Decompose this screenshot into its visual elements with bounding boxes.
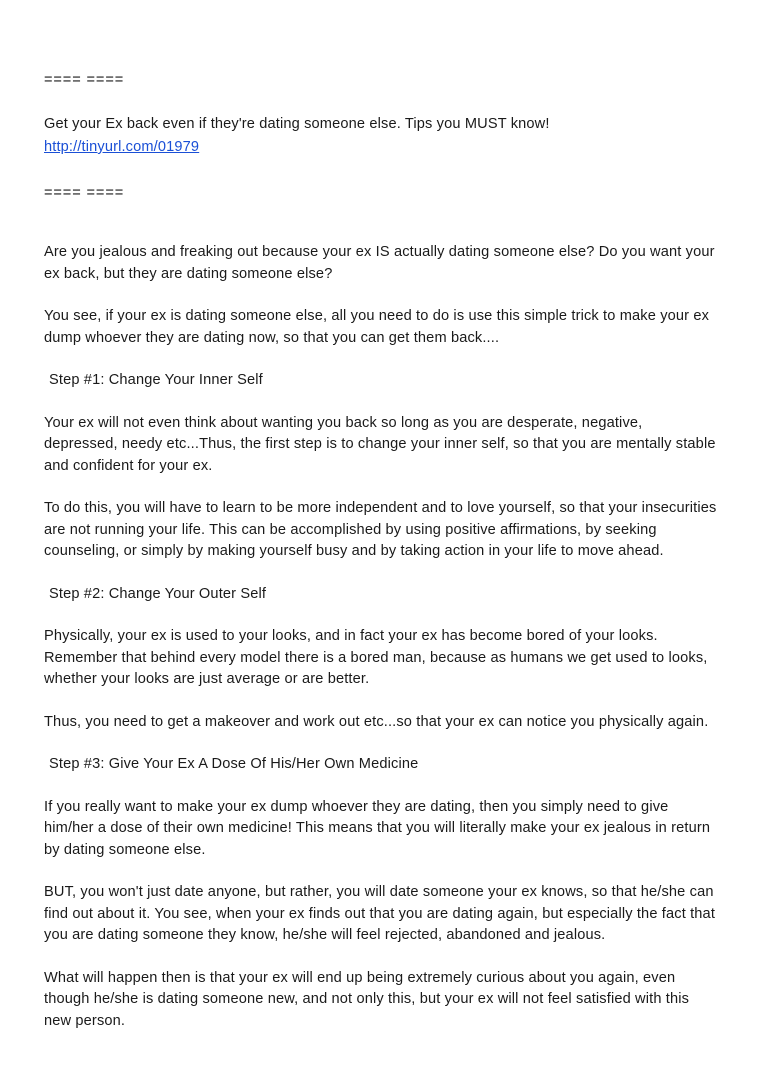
- section-3-paragraph-2: BUT, you won't just date anyone, but rather, you will date someone your ex knows, so that he/she can find out about it. You see, when your ex finds out that you are dating again, but especially the fact that you are dating someone they know, he/she will feel rejected, abandoned and jealous.: [44, 884, 716, 943]
- section-3-paragraph-3: What will happen then is that your ex will end up being extremely curious about you again, even though he/she is dating someone new, and not only this, but your ex will not feel satisfied with this new person.: [44, 969, 690, 1029]
- tinyurl-link[interactable]: http://tinyurl.com/01979: [44, 139, 200, 155]
- promo-link-line: [44, 137, 720, 159]
- section-1-paragraph-1: Your ex will not even think about wanting you back so long as you are desperate, negative, depressed, needy etc...Thus, the first step is to change your inner self, so that you are mentally stable and confident for your ex.: [44, 414, 716, 474]
- section-1-paragraph-2: To do this, you will have to learn to be more independent and to love yourself, so that your insecurities are not running your life. This can be accomplished by using positive affirmations, by seeking counseling, or simply by making yourself busy and by taking action in your life to move ahead.: [44, 500, 717, 559]
- section-heading-step-1: Step #1: Change Your Inner Self: [49, 372, 263, 388]
- section-heading-step-3: Step #3: Give Your Ex A Dose Of His/Her Own Medicine: [49, 756, 419, 772]
- intro-paragraph-1: Are you jealous and freaking out because your ex IS actually dating someone else? Do you want your ex back, but they are dating someone else?: [44, 244, 715, 282]
- separator-top: ==== ====: [44, 72, 125, 88]
- section-2-paragraph-1: Physically, your ex is used to your looks, and in fact your ex has become bored of your looks. Remember that behind every model there is a bored man, because as humans we get used to looks, whether your looks are just average or are better.: [44, 628, 708, 687]
- section-3-paragraph-1: If you really want to make your ex dump whoever they are dating, then you simply need to give him/her a dose of their own medicine! This means that you will literally make your ex jealous in return by dating someone else.: [44, 798, 711, 858]
- promo-text: Get your Ex back even if they're dating someone else. Tips you MUST know!: [44, 115, 550, 132]
- section-2-paragraph-2: Thus, you need to get a makeover and work out etc...so that your ex can notice you physically again.: [44, 713, 709, 730]
- separator-bottom: ==== ====: [44, 184, 125, 201]
- intro-paragraph-2: You see, if your ex is dating someone else, all you need to do is use this simple trick to make your ex dump whoever they are dating now, so that you can get them back....: [44, 308, 710, 346]
- document-body: [44, 70, 720, 1032]
- section-heading-step-2: Step #2: Change Your Outer Self: [49, 585, 267, 602]
